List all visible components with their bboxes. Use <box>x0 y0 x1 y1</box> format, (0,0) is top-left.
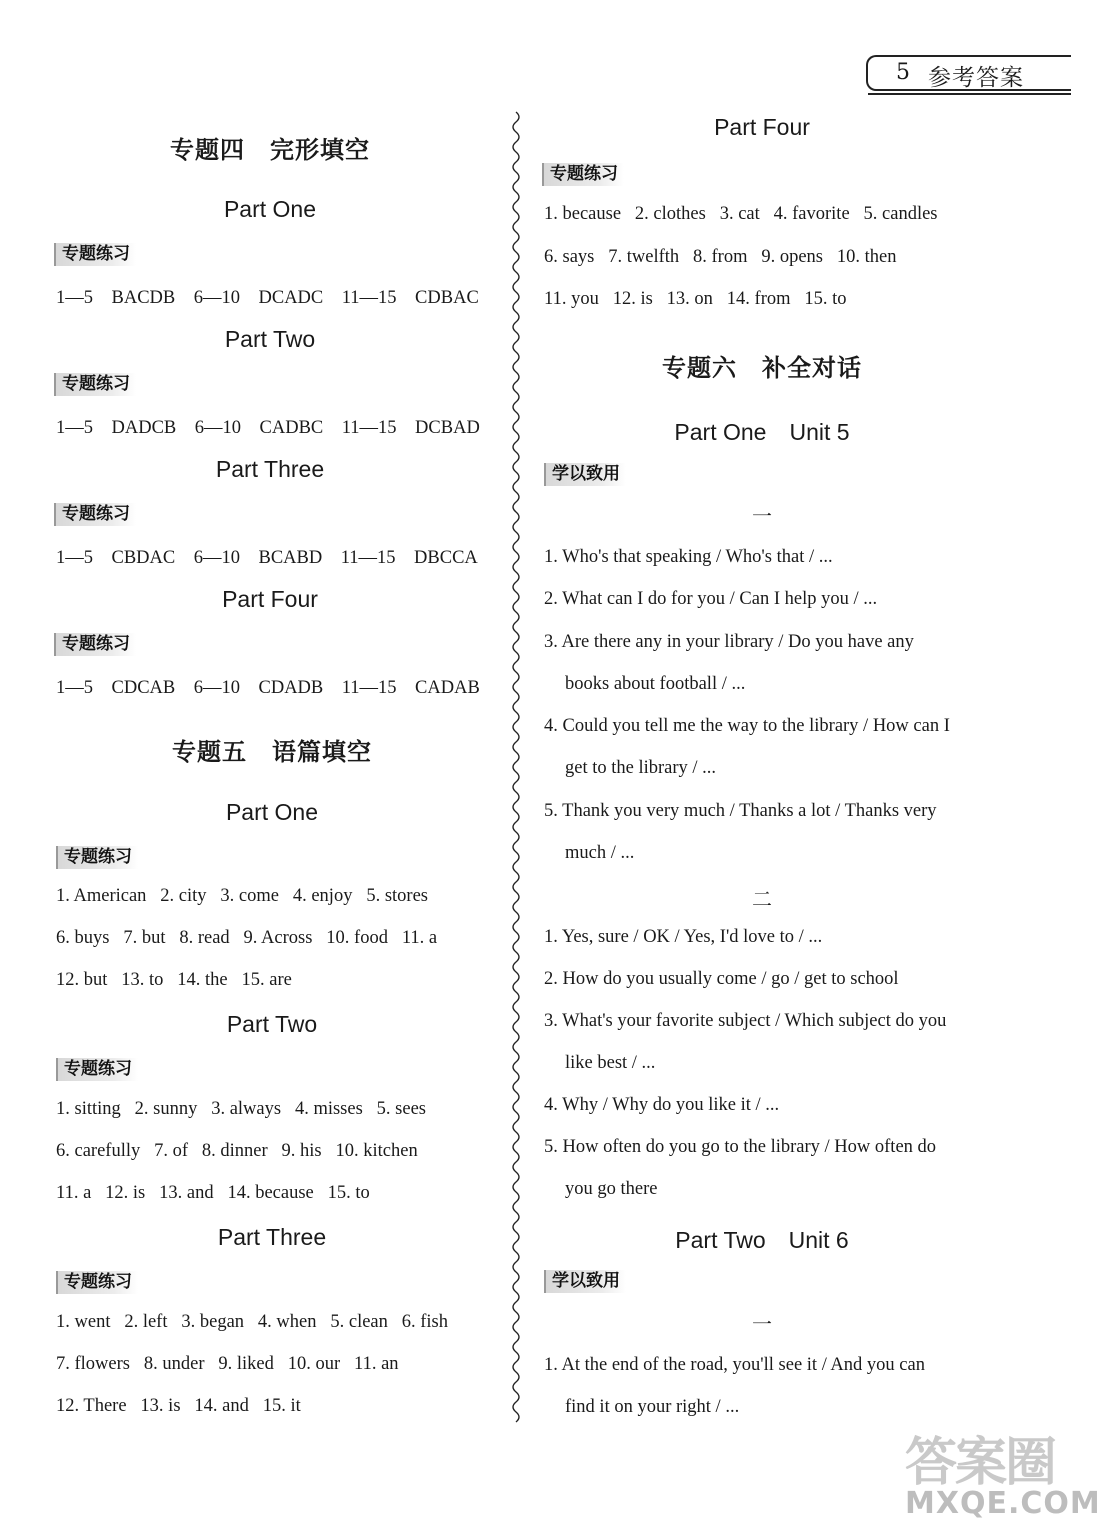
answer-line: 1. American 2. city 3. come 4. enjoy 5. stores <box>56 886 428 906</box>
practice-tag: 专题练习 <box>56 1271 138 1294</box>
part-heading: Part Three <box>217 1224 327 1250</box>
practice-tag: 专题练习 <box>56 1058 138 1081</box>
practice-tag: 专题练习 <box>56 846 138 869</box>
answer-line: 3. What's your favorite subject / Which subject do you <box>544 1011 947 1031</box>
answer-line: 11. a 12. is 13. and 14. because 15. to <box>56 1183 370 1203</box>
part-heading: Part One Unit 5 <box>674 419 850 445</box>
apply-tag: 学以致用 <box>544 1270 626 1293</box>
section-numeral: 一 <box>752 504 772 528</box>
apply-tag: 学以致用 <box>544 463 626 486</box>
answer-line: 11. you 12. is 13. on 14. from 15. to <box>544 289 847 309</box>
practice-tag: 专题练习 <box>54 503 136 526</box>
part-heading: Part Four <box>222 586 318 612</box>
page-header-tab <box>866 55 1071 91</box>
section-numeral: 一 <box>752 1312 772 1336</box>
answer-line: 1. Yes, sure / OK / Yes, I'd love to / ... <box>544 927 823 947</box>
answer-line: like best / ... <box>565 1053 656 1073</box>
answer-line: 1. went 2. left 3. began 4. when 5. clean 6. fish <box>56 1312 449 1332</box>
answer-line: 5. Thank you very much / Thanks a lot / Thanks very <box>544 801 937 821</box>
answer-line: 1. because 2. clothes 3. cat 4. favorite 5. candles <box>544 204 938 224</box>
answer-line: 6. says 7. twelfth 8. from 9. opens 10. then <box>544 247 897 267</box>
part-heading: Part Four <box>714 114 810 140</box>
practice-tag: 专题练习 <box>54 243 136 266</box>
answer-line: 4. Why / Why do you like it / ... <box>544 1095 780 1115</box>
section-numeral: 二 <box>752 887 772 911</box>
practice-tag: 专题练习 <box>542 163 624 186</box>
answer-line: much / ... <box>565 843 635 863</box>
answer-line: 1—5 BACDB 6—10 DCADC 11—15 CDBAC <box>56 288 479 308</box>
answer-line: 4. Could you tell me the way to the library / How can I <box>544 716 950 736</box>
topic5-title: 专题五 语篇填空 <box>172 738 372 766</box>
page-number: 5 <box>896 60 910 85</box>
answer-line: 1—5 CDCAB 6—10 CDADB 11—15 CADAB <box>56 678 480 698</box>
part-heading: Part One <box>225 799 319 825</box>
answer-line: 12. but 13. to 14. the 15. are <box>56 970 292 990</box>
answer-line: 1. At the end of the road, you'll see it / And you can <box>544 1355 925 1375</box>
answer-line: 12. There 13. is 14. and 15. it <box>56 1396 301 1416</box>
part-heading: Part Two Unit 6 <box>675 1227 849 1253</box>
answer-line: 7. flowers 8. under 9. liked 10. our 11. an <box>56 1354 399 1374</box>
part-heading: Part Three <box>215 456 325 482</box>
answer-line: 1. sitting 2. sunny 3. always 4. misses 5. sees <box>56 1099 426 1119</box>
part-heading: Part Two <box>226 1011 318 1037</box>
answer-line: you go there <box>565 1179 658 1199</box>
answer-line: 2. What can I do for you / Can I help you / ... <box>544 589 878 609</box>
watermark-text: 答案圈 <box>905 1433 1056 1493</box>
answer-line: 5. How often do you go to the library / How often do <box>544 1137 937 1157</box>
part-heading: Part Two <box>224 326 316 352</box>
answer-line: 6. buys 7. but 8. read 9. Across 10. food 11. a <box>56 928 438 948</box>
answer-line: 1—5 CBDAC 6—10 BCABD 11—15 DBCCA <box>56 548 478 568</box>
answer-line: get to the library / ... <box>565 758 717 778</box>
answer-line: 1. Who's that speaking / Who's that / ... <box>544 547 833 567</box>
answer-line: 1—5 DADCB 6—10 CADBC 11—15 DCBAD <box>56 418 480 438</box>
practice-tag: 专题练习 <box>54 633 136 656</box>
watermark-logo <box>905 1420 1101 1530</box>
watermark-url: MXQE.COM <box>905 1486 1101 1521</box>
practice-tag: 专题练习 <box>54 373 136 396</box>
topic4-title: 专题四 完形填空 <box>170 136 370 164</box>
topic6-title: 专题六 补全对话 <box>662 354 862 382</box>
part-heading: Part One <box>223 196 317 222</box>
answer-line: find it on your right / ... <box>565 1397 740 1417</box>
column-divider <box>505 112 527 1422</box>
answer-line: 3. Are there any in your library / Do you have any <box>544 632 914 652</box>
page-header-title: 参考答案 <box>928 65 1024 91</box>
answer-line: books about football / ... <box>565 674 746 694</box>
answer-line: 2. How do you usually come / go / get to school <box>544 969 899 989</box>
answer-line: 6. carefully 7. of 8. dinner 9. his 10. kitchen <box>56 1141 418 1161</box>
